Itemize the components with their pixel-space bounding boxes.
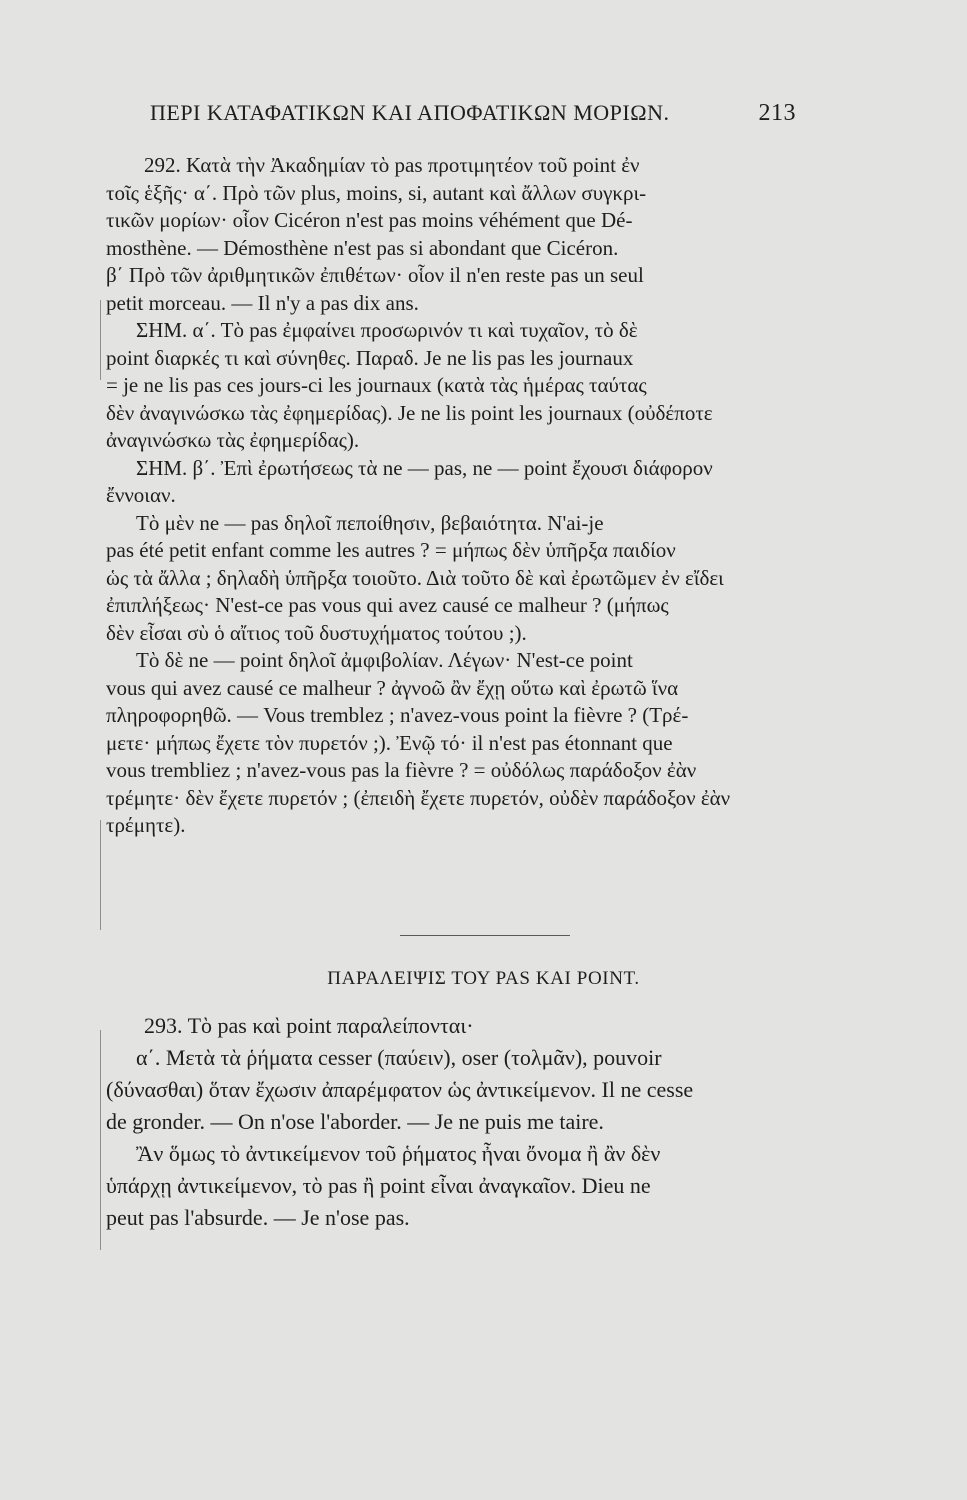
text-line: ΣΗΜ. α΄. Τὸ pas ἐμφαίνει προσωρινόν τι καὶ τυχαῖον, τὸ δὲ [136, 318, 638, 342]
page-number: 213 [758, 100, 796, 126]
text-line: πληροφορηθῶ. — Vous tremblez ; n'avez-vous point la fièvre ? (Τρέ- [106, 703, 689, 727]
paragraph-293 [106, 1010, 796, 1234]
text-line: Τὸ μὲν ne — pas δηλοῖ πεποίθησιν, βεβαιότητα. N'ai-je [136, 510, 604, 535]
section-heading: ΠΑΡΑΛΕΙΨΙΣ ΤΟΥ PAS ΚΑΙ POINT. [327, 968, 640, 989]
text-line: ἀναγινώσκω τὰς ἐφημερίδας). [106, 428, 360, 452]
text-line: 292. Κατὰ τὴν Ἀκαδημίαν τὸ pas προτιμητέον τοῦ point ἐν [144, 153, 640, 177]
page-header [150, 100, 800, 132]
text-line: mosthène. — Démosthène n'est pas si abondant que Cicéron. [106, 235, 619, 260]
text-line: = je ne lis pas ces jours-ci les journaux (κατὰ τὰς ἡμέρας ταύτας [106, 373, 647, 397]
text-line: (δύνασθαι) ὅταν ἔχωσιν ἀπαρέμφατον ὡς ἀντικείμενον. Il ne cesse [106, 1077, 694, 1102]
text-line: ἐπιπλήξεως· N'est-ce pas vous qui avez causé ce malheur ? (μήπως [106, 593, 669, 617]
text-line: ἔννοιαν. [106, 483, 176, 507]
text-line: Τὸ δὲ ne — point δηλοῖ ἀμφιβολίαν. Λέγων· N'est-ce point [136, 648, 633, 672]
margin-mark [100, 300, 101, 380]
text-line: Ἂν ὅμως τὸ ἀντικείμενον τοῦ ῥήματος ἦναι ὄνομα ἢ ἂν δὲν [136, 1141, 661, 1166]
running-title: ΠΕΡΙ ΚΑΤΑΦΑΤΙΚΩΝ ΚΑΙ ΑΠΟΦΑΤΙΚΩΝ ΜΟΡΙΩΝ. [150, 100, 670, 125]
text-line: vous qui avez causé ce malheur ? ἀγνοῶ ἂν ἔχῃ οὕτω καὶ ἐρωτῶ ἵνα [106, 675, 679, 700]
text-line: τρέμητε). [106, 813, 186, 837]
text-line: ὡς τὰ ἄλλα ; δηλαδὴ ὑπῆρξα τοιοῦτο. Διὰ τοῦτο δὲ καὶ ἐρωτῶμεν ἐν εἴδει [106, 565, 724, 590]
paragraph-292 [106, 152, 796, 840]
text-line: δὲν ἀναγινώσκω τὰς ἐφημερίδας). Je ne lis point les journaux (οὐδέποτε [106, 400, 713, 425]
text-line: pas été petit enfant comme les autres ? = μήπως δὲν ὑπῆρξα παιδίον [106, 538, 676, 562]
text-line: ὑπάρχῃ ἀντικείμενον, τὸ pas ἢ point εἶναι ἀναγκαῖον. Dieu ne [106, 1173, 651, 1198]
text-line: ΣΗΜ. β΄. Ἐπὶ ἐρωτήσεως τὰ ne — pas, ne — point ἔχουσι διάφορον [136, 455, 713, 480]
text-line: petit morceau. — Il n'y a pas dix ans. [106, 290, 419, 315]
margin-mark [100, 820, 101, 930]
text-line: τικῶν μορίων· οἷον Cicéron n'est pas moins véhément que Dé- [106, 208, 633, 232]
text-line: τοῖς ἑξῆς· α΄. Πρὸ τῶν plus, moins, si, autant καὶ ἄλλων συγκρι- [106, 180, 647, 205]
text-line: point διαρκές τι καὶ σύνηθες. Παραδ. Je ne lis pas les journaux [106, 345, 634, 370]
margin-mark [100, 1030, 101, 1250]
text-line: de gronder. — On n'ose l'aborder. — Je ne puis me taire. [106, 1109, 604, 1134]
text-line: δὲν εἶσαι σὺ ὁ αἴτιος τοῦ δυστυχήματος τούτου ;). [106, 620, 527, 645]
text-line: 293. Τὸ pas καὶ point παραλείπονται· [144, 1013, 474, 1038]
text-line: τρέμητε· δὲν ἔχετε πυρετόν ; (ἐπειδὴ ἔχετε πυρετόν, οὐδὲν παράδοξον ἐὰν [106, 785, 731, 810]
text-line: α΄. Μετὰ τὰ ῥήματα cesser (παύειν), oser (τολμᾶν), pouvoir [136, 1045, 662, 1070]
text-line: β΄ Πρὸ τῶν ἀριθμητικῶν ἐπιθέτων· οἷον il n'en reste pas un seul [106, 263, 644, 287]
section-divider [400, 935, 570, 936]
text-line: vous trembliez ; n'avez-vous pas la fièvre ? = οὐδόλως παράδοξον ἐὰν [106, 758, 697, 782]
text-line: peut pas l'absurde. — Je n'ose pas. [106, 1205, 410, 1230]
text-line: μετε· μήπως ἔχετε τὸν πυρετόν ;). Ἐνῷ τό· il n'est pas étonnant que [106, 730, 673, 755]
